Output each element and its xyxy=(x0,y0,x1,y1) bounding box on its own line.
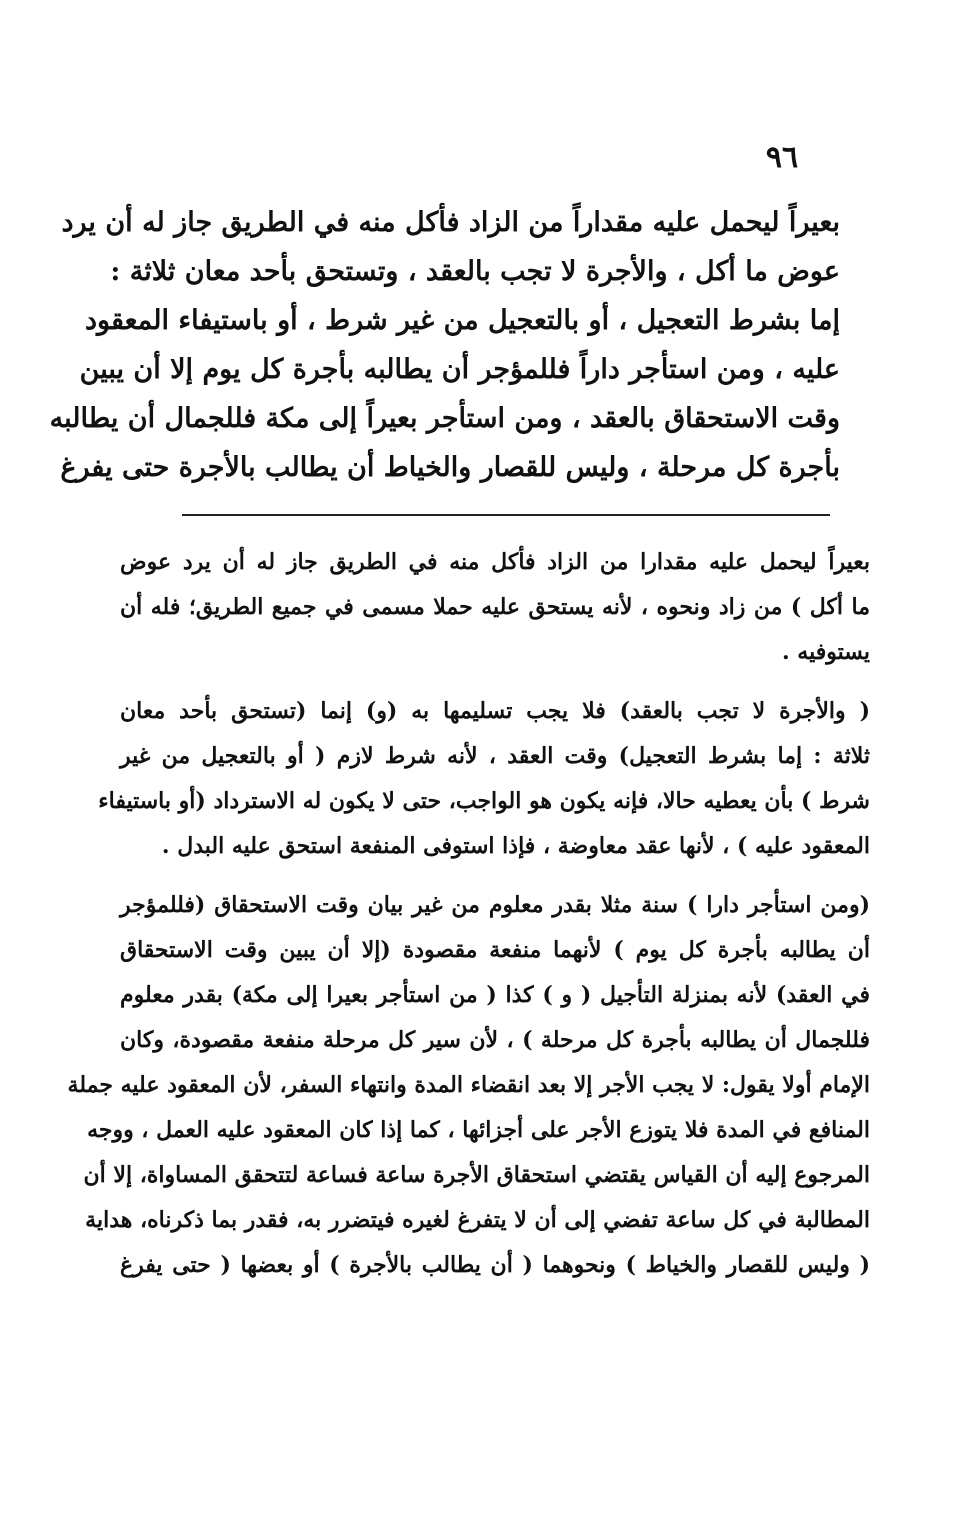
sharh-line: ( والأجرة لا تجب بالعقد) فلا يجب تسليمها به (و) إنما (تستحق بأحد معان xyxy=(120,698,870,724)
matn-line: بأجرة كل مرحلة ، وليس للقصار والخياط أن يطالب بالأجرة حتى يفرغ xyxy=(60,452,840,483)
matn-text xyxy=(49,198,840,492)
sharh-line: أن يطالبه بأجرة كل يوم ) لأنهما منفعة مقصودة (إلا أن يبين وقت الاستحقاق xyxy=(120,937,870,963)
sharh-paragraph xyxy=(98,689,870,869)
matn-line: بعيراً ليحمل عليه مقداراً من الزاد فأكل منه في الطريق جاز له أن يرد xyxy=(61,207,840,238)
page-number: ٩٦ xyxy=(765,140,799,175)
sharh-line: ثلاثة : إما بشرط التعجيل) وقت العقد ، لأنه شرط لازم ( أو بالتعجيل من غير xyxy=(120,743,870,769)
sharh-line: شرط ) بأن يعطيه حالا، فإنه يكون هو الواجب، حتى لا يكون له الاسترداد (أو باستيفاء xyxy=(98,788,870,814)
sharh-line: (ومن استأجر دارا ) سنة مثلا بقدر معلوم من غير بيان وقت الاستحقاق (فللمؤجر xyxy=(120,892,870,918)
separator-rule xyxy=(182,514,830,516)
sharh-line: يستوفيه . xyxy=(781,639,870,665)
sharh-line: ( وليس للقصار والخياط ) ونحوهما ( أن يطالب بالأجرة ) أو بعضها ( حتى يفرغ xyxy=(120,1252,870,1278)
sharh-line: بعيراً ليحمل عليه مقدارا من الزاد فأكل منه في الطريق جاز له أن يرد عوض xyxy=(120,549,870,575)
matn-line: وقت الاستحقاق بالعقد ، ومن استأجر بعيراً إلى مكة فللجمال أن يطالبه xyxy=(49,403,840,434)
matn-line: عوض ما أكل ، والأجرة لا تجب بالعقد ، وتستحق بأحد معان ثلاثة : xyxy=(110,256,840,287)
sharh-line: المرجوع إليه أن القياس يقتضي استحقاق الأجرة ساعة فساعة لتتحقق المساواة، إلا أن xyxy=(83,1162,870,1188)
sharh-line: ما أكل ) من زاد ونحوه ، لأنه يستحق عليه حملا مسمى في جميع الطريق؛ فله أن xyxy=(120,594,870,620)
sharh-commentary xyxy=(67,540,870,1302)
sharh-line: المطالبة في كل ساعة تفضي إلى أن لا يتفرغ لغيره فيتضرر به، فقدر بما ذكرناه، هداية xyxy=(85,1207,870,1233)
sharh-line: المنافع في المدة فلا يتوزع الأجر على أجزائها ، كما إذا كان المعقود عليه العمل ، ووجه xyxy=(87,1117,870,1143)
sharh-line: في العقد) لأنه بمنزلة التأجيل ( و ) كذا ( من استأجر بعيرا إلى مكة) بقدر معلوم xyxy=(120,982,870,1008)
matn-line: إما بشرط التعجيل ، أو بالتعجيل من غير شرط ، أو باستيفاء المعقود xyxy=(85,305,840,336)
sharh-line: المعقود عليه ) ، لأنها عقد معاوضة ، فإذا استوفى المنفعة استحق عليه البدل . xyxy=(161,833,870,859)
sharh-line: فللجمال أن يطالبه بأجرة كل مرحلة ) ، لأن سير كل مرحلة منفعة مقصودة، وكان xyxy=(120,1027,870,1053)
sharh-paragraph xyxy=(67,883,870,1288)
matn-line: عليه ، ومن استأجر داراً فللمؤجر أن يطالبه بأجرة كل يوم إلا أن يبين xyxy=(79,354,840,385)
sharh-paragraph xyxy=(120,540,870,675)
sharh-line: الإمام أولا يقول: لا يجب الأجر إلا بعد انقضاء المدة وانتهاء السفر، لأن المعقود عليه جملة xyxy=(67,1072,870,1098)
